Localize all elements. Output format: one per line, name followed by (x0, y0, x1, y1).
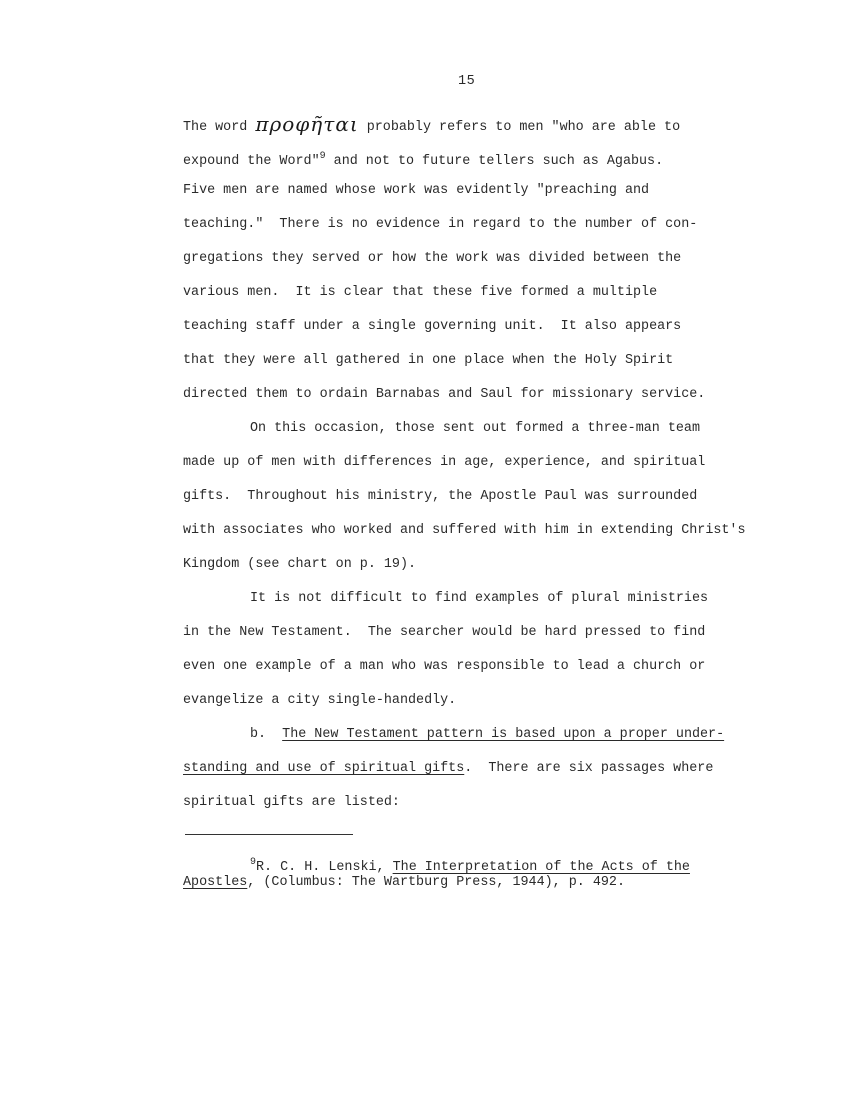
text-line: with associates who worked and suffered with him in extending Christ's (183, 523, 746, 538)
text-line: gregations they served or how the work was divided between the (183, 251, 682, 266)
text-line: spiritual gifts are listed: (183, 795, 400, 810)
text-line: even one example of a man who was responsible to lead a church or (183, 659, 706, 674)
page-number: 15 (458, 74, 476, 89)
underlined-heading: standing and use of spiritual gifts (183, 761, 465, 776)
footnote-divider (185, 834, 353, 835)
text-segment: , (Columbus: The Wartburg Press, 1944), p. 492. (247, 875, 625, 890)
footnote (183, 853, 783, 893)
text-segment: probably refers to men "who are able to (358, 120, 681, 135)
text-segment: and not to future tellers such as Agabus. (325, 154, 664, 169)
underlined-heading: The New Testament pattern is based upon a proper under- (282, 727, 725, 742)
text-line (183, 140, 783, 174)
text-line: various men. It is clear that these five formed a multiple (183, 285, 658, 300)
text-segment: On this occasion, those sent out formed a three-man team (250, 421, 700, 436)
footnote-number: 9 (250, 857, 257, 868)
body-text (183, 106, 783, 820)
text-line: teaching." There is no evidence in regard to the number of con- (183, 217, 698, 232)
text-segment: The word (183, 120, 256, 135)
greek-word: προφῆται (255, 112, 359, 136)
text-line (183, 718, 783, 752)
text-line (183, 106, 783, 140)
text-line: teaching staff under a single governing unit. It also appears (183, 319, 682, 334)
text-segment: . There are six passages where (464, 761, 714, 776)
text-line (183, 752, 783, 786)
text-segment: expound the Word" (183, 154, 320, 169)
footnote-reference: 9 (319, 151, 326, 162)
text-segment: It is not difficult to find examples of plural ministries (250, 591, 709, 606)
text-line (183, 582, 783, 616)
text-segment: R. C. H. Lenski, (256, 860, 393, 875)
list-label: b. (250, 727, 283, 742)
footnote-line (183, 873, 783, 893)
text-line: gifts. Throughout his ministry, the Apostle Paul was surrounded (183, 489, 698, 504)
text-line: that they were all gathered in one place when the Holy Spirit (183, 353, 674, 368)
text-line: Kingdom (see chart on p. 19). (183, 557, 417, 572)
text-line: directed them to ordain Barnabas and Saul for missionary service. (183, 387, 706, 402)
text-line: made up of men with differences in age, experience, and spiritual (183, 455, 706, 470)
footnote-line (183, 853, 783, 873)
text-line: in the New Testament. The searcher would be hard pressed to find (183, 625, 706, 640)
text-line (183, 412, 783, 446)
book-title: Apostles (183, 875, 248, 890)
book-title: The Interpretation of the Acts of the (392, 860, 690, 875)
text-line: evangelize a city single-handedly. (183, 693, 457, 708)
text-line: Five men are named whose work was evidently "preaching and (183, 183, 650, 198)
